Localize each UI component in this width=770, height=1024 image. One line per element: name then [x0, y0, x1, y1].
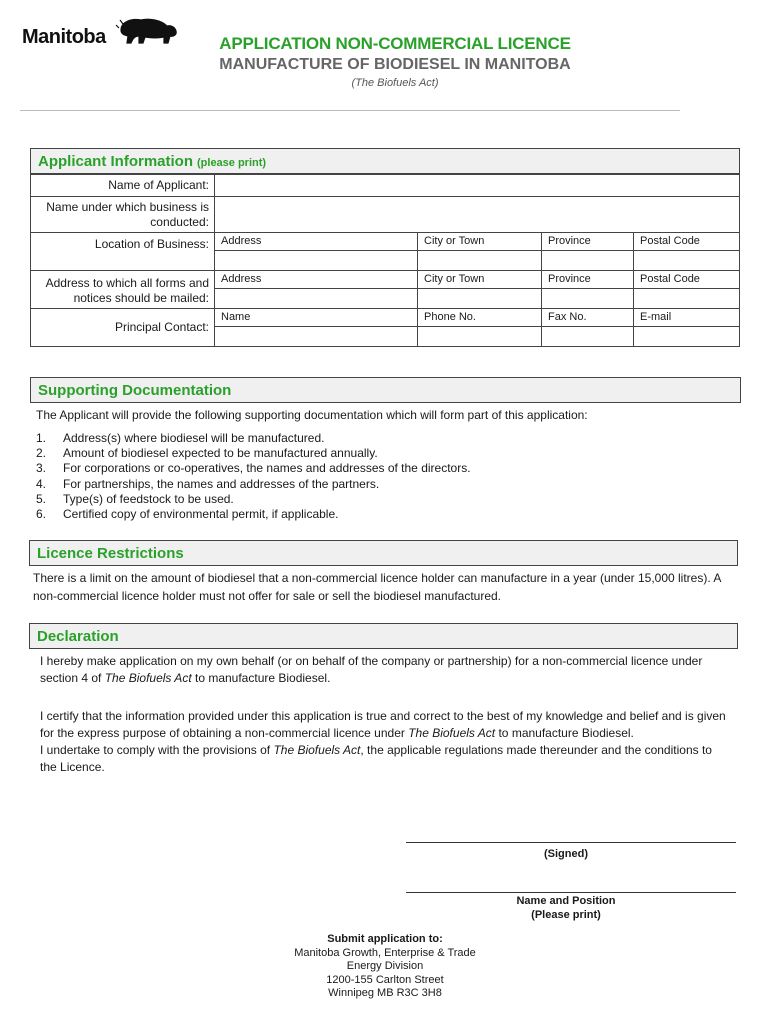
contact-email-field[interactable]: [634, 327, 740, 347]
mailing-postal-header: Postal Code: [634, 271, 740, 289]
contact-phone-field[interactable]: [418, 327, 542, 347]
declaration-paragraph-2: I certify that the information provided under this application is true and correct to the best of my knowledge and belief and is given for the express purpose of obtaining a non-commercial licence under The Biofuels Act to manufacture Biodiesel. I undertake to comply with the provisions of The Biofuels Act, the applicable regulations made thereunder and the conditions to the Licence.: [40, 709, 726, 774]
mailing-address-header: Address: [215, 271, 418, 289]
location-province-header: Province: [542, 233, 634, 251]
page-subtitle: MANUFACTURE OF BIODIESEL IN MANITOBA: [219, 56, 571, 73]
location-address-header: Address: [215, 233, 418, 251]
mailing-city-field[interactable]: [418, 289, 542, 309]
contact-name-field[interactable]: [215, 327, 418, 347]
footer-line: 1200-155 Carlton Street: [326, 973, 444, 986]
mailing-city-header: City or Town: [418, 271, 542, 289]
submit-heading: Submit application to:: [327, 933, 443, 945]
list-item: 3. For corporations or co-operatives, the names and addresses of the directors.: [36, 461, 471, 476]
list-item: 1. Address(s) where biodiesel will be manufactured.: [36, 431, 325, 445]
contact-name-header: Name: [215, 309, 418, 327]
applicant-section-header: [30, 148, 740, 174]
mailing-postal-field[interactable]: [634, 289, 740, 309]
header-divider: [20, 110, 680, 111]
list-item: 5. Type(s) of feedstock to be used.: [36, 491, 234, 506]
declaration-heading: Declaration: [37, 628, 119, 645]
mailing-province-header: Province: [542, 271, 634, 289]
location-label: Location of Business:: [31, 233, 215, 271]
applicant-heading: Applicant Information (please print): [38, 153, 267, 170]
supporting-intro: The Applicant will provide the following supporting documentation which will form part of this application:: [36, 408, 588, 422]
supporting-list: [36, 431, 471, 522]
declaration-paragraph-1: I hereby make application on my own behalf (or on behalf of the company or partnership) for a non-commercial licence under section 4 of The Biofuels Act to manufacture Biodiesel.: [40, 654, 703, 685]
location-postal-header: Postal Code: [634, 233, 740, 251]
applicant-table: [30, 174, 740, 347]
applicant-name-field[interactable]: [215, 175, 740, 197]
principal-contact-label: Principal Contact:: [31, 309, 215, 347]
submission-address: [235, 933, 535, 1001]
supporting-section-header: [30, 377, 741, 403]
location-postal-field[interactable]: [634, 251, 740, 271]
contact-fax-header: Fax No.: [542, 309, 634, 327]
name-position-note: (Please print): [531, 909, 601, 921]
restrictions-heading: Licence Restrictions: [37, 545, 184, 562]
location-city-field[interactable]: [418, 251, 542, 271]
supporting-heading: Supporting Documentation: [38, 382, 232, 399]
mailing-province-field[interactable]: [542, 289, 634, 309]
contact-phone-header: Phone No.: [418, 309, 542, 327]
list-item: 6. Certified copy of environmental permit, if applicable.: [36, 507, 339, 522]
mailing-address-label: Address to which all forms and notices should be mailed:: [31, 271, 215, 309]
page-title: APPLICATION NON-COMMERCIAL LICENCE: [219, 34, 571, 53]
business-name-field[interactable]: [215, 197, 740, 233]
signature-line[interactable]: [406, 842, 736, 843]
footer-line: Winnipeg MB R3C 3H8: [328, 987, 442, 1000]
logo-wordmark: Manitoba: [22, 26, 106, 48]
location-city-header: City or Town: [418, 233, 542, 251]
name-position-label: Name and Position (Please print): [406, 894, 726, 922]
manitoba-logo: [22, 14, 162, 50]
mailing-address-field[interactable]: [215, 289, 418, 309]
footer-line: Manitoba Growth, Enterprise & Trade: [294, 946, 476, 959]
signed-label: (Signed): [544, 848, 588, 860]
business-name-label: Name under which business is conducted:: [31, 197, 215, 233]
bison-icon: [115, 16, 179, 46]
restrictions-section-header: [29, 540, 738, 566]
name-label: Name of Applicant:: [31, 175, 215, 197]
location-address-field[interactable]: [215, 251, 418, 271]
list-item: 2. Amount of biodiesel expected to be manufactured annually.: [36, 446, 378, 461]
declaration-section-header: [29, 623, 738, 649]
applicant-heading-note: (please print): [197, 157, 267, 169]
name-position-line[interactable]: [406, 892, 736, 893]
footer-line: Energy Division: [346, 960, 424, 973]
act-reference: (The Biofuels Act): [351, 77, 439, 89]
restrictions-text: There is a limit on the amount of biodiesel that a non-commercial licence holder can manufacture in a year (under 15,000 litres). A non-commercial licence holder must not offer for sale or sell the biodiesel manufactured.: [33, 571, 721, 603]
contact-email-header: E-mail: [634, 309, 740, 327]
list-item: 4. For partnerships, the names and addresses of the partners.: [36, 476, 380, 491]
location-province-field[interactable]: [542, 251, 634, 271]
title-block: [200, 34, 590, 89]
contact-fax-field[interactable]: [542, 327, 634, 347]
